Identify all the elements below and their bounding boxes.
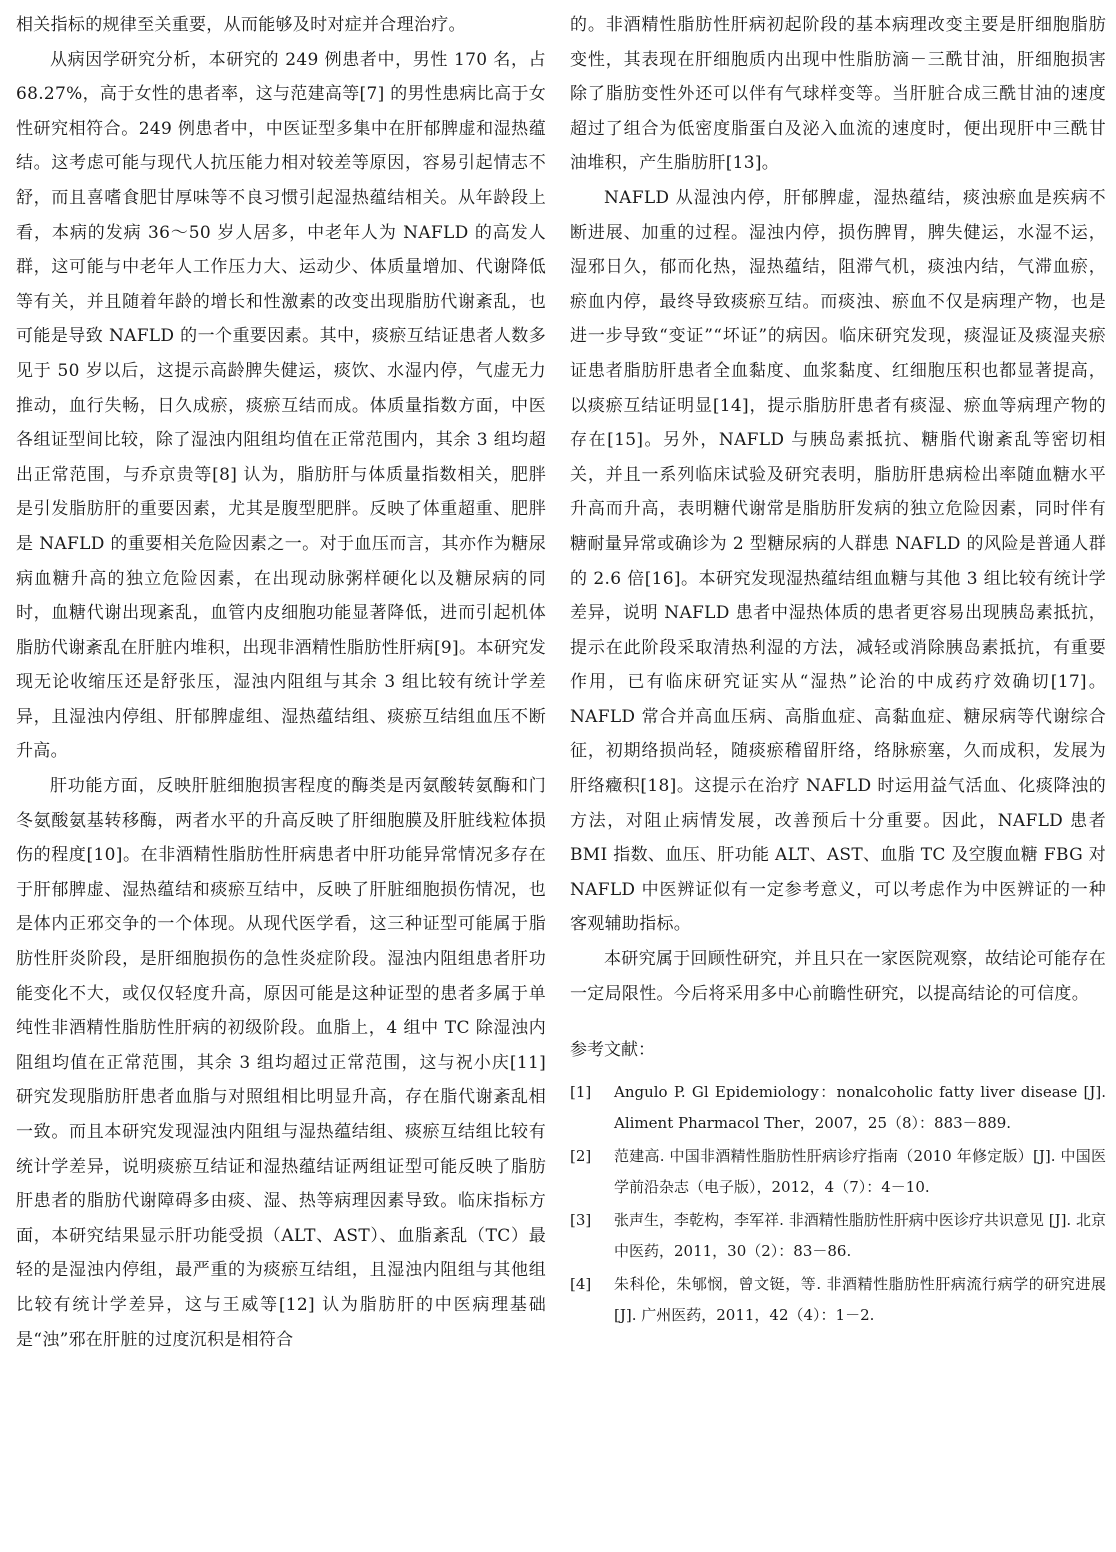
reference-item [570, 1141, 1106, 1203]
reference-text: 朱科伦，朱郇悯，曾文铤，等. 非酒精性脂肪性肝病流行病学的研究进展 [J]. 广州医药，2011，42（4）：1－2. [614, 1275, 1106, 1325]
reference-text: 范建高. 中国非酒精性脂肪性肝病诊疗指南（2010 年修定版）[J]. 中国医学前沿杂志（电子版），2012，4（7）：4－10. [614, 1147, 1106, 1197]
body-paragraph: 从病因学研究分析，本研究的 249 例患者中，男性 170 名，占 68.27%，高于女性的患者率，这与范建高等[7] 的男性患病比高于女性研究相符合。249 例患者中，中医证型多集中在肝郁脾虚和湿热蕴结。这考虑可能与现代人抗压能力相对较差等原因，容易引起情志不舒，而且喜嗜食肥甘厚味等不良习惯引起湿热蕴结相关。从年龄段上看，本病的发病 36～50 岁人居多，中老年人为 NAFLD 的高发人群，这可能与中老年人工作压力大、运动少、体质量增加、代谢降低等有关，并且随着年龄的增长和性激素的改变出现脂肪代谢紊乱，也可能是导致 NAFLD 的一个重要因素。其中，痰瘀互结证患者人数多见于 50 岁以后，这提示高龄脾失健运，痰饮、水湿内停，气虚无力推动，血行失畅，日久成瘀，痰瘀互结而成。体质量指数方面，中医各组证型间比较，除了湿浊内阻组均值在正常范围内，其余 3 组均超出正常范围，与乔京贵等[8] 认为，脂肪肝与体质量指数相关，肥胖是引发脂肪肝的重要因素，尤其是腹型肥胖。反映了体重超重、肥胖是 NAFLD 的重要相关危险因素之一。对于血压而言，其亦作为糖尿病血糖升高的独立危险因素，在出现动脉粥样硬化以及糖尿病的同时，血糖代谢出现紊乱，血管内皮细胞功能显著降低，进而引起机体脂肪代谢紊乱在肝脏内堆积，出现非酒精性脂肪性肝病[9]。本研究发现无论收缩压还是舒张压，湿浊内阻组与其余 3 组比较有统计学差异，且湿浊内停组、肝郁脾虚组、湿热蕴结组、痰瘀互结组血压不断升高。 [16, 49, 546, 762]
reference-item [570, 1205, 1106, 1267]
reference-number: [4] [570, 1275, 592, 1294]
body-paragraph: 的。非酒精性脂肪性肝病初起阶段的基本病理改变主要是肝细胞脂肪变性，其表现在肝细胞质内出现中性脂肪滴－三酰甘油，肝细胞损害除了脂肪变性外还可以伴有气球样变等。当肝脏合成三酰甘油的速度超过了组合为低密度脂蛋白及泌入血流的速度时，便出现肝中三酰甘油堆积，产生脂肪肝[13]。 [570, 15, 1106, 174]
body-paragraph: 本研究属于回顾性研究，并且只在一家医院观察，故结论可能存在一定局限性。今后将采用多中心前瞻性研究，以提高结论的可信度。 [570, 949, 1106, 1004]
body-paragraph: 相关指标的规律至关重要，从而能够及时对症并合理治疗。 [16, 15, 466, 35]
references-heading: 参考文献： [570, 1040, 655, 1061]
reference-text: Angulo P. Gl Epidemiology：nonalcoholic fatty liver disease [J]. Aliment Pharmacol Ther，2007，25（8）：883－889. [614, 1083, 1106, 1133]
reference-number: [3] [570, 1211, 592, 1230]
body-paragraph: 肝功能方面，反映肝脏细胞损害程度的酶类是丙氨酸转氨酶和门冬氨酸氨基转移酶，两者水平的升高反映了肝细胞膜及肝脏线粒体损伤的程度[10]。在非酒精性脂肪性肝病患者中肝功能异常情况多存在于肝郁脾虚、湿热蕴结和痰瘀互结中，反映了肝脏细胞损伤情况，也是体内正邪交争的一个体现。从现代医学看，这三种证型可能属于脂肪性肝炎阶段，是肝细胞损伤的急性炎症阶段。湿浊内阻组患者肝功能变化不大，或仅仅轻度升高，原因可能是这种证型的患者多属于单纯性非酒精性脂肪性肝病的初级阶段。血脂上，4 组中 TC 除湿浊内阻组均值在正常范围，其余 3 组均超过正常范围，这与祝小庆[11] 研究发现脂肪肝患者血脂与对照组相比明显升高，存在脂代谢紊乱相一致。而且本研究发现湿浊内阻组与湿热蕴结组、痰瘀互结组比较有统计学差异，说明痰瘀互结证和湿热蕴结证两组证型可能反映了脂肪肝患者的脂肪代谢障碍多由痰、湿、热等病理因素导致。临床指标方面，本研究结果显示肝功能受损（ALT、AST）、血脂紊乱（TC）最轻的是湿浊内停组，最严重的为痰瘀互结组，且湿浊内阻组与其他组比较有统计学差异，这与王威等[12] 认为脂肪肝的中医病理基础是“浊”邪在肝脏的过度沉积是相符合 [16, 776, 546, 1350]
left-column [16, 8, 546, 1357]
reference-item [570, 1077, 1106, 1139]
reference-item [570, 1269, 1106, 1331]
body-paragraph: NAFLD 从湿浊内停，肝郁脾虚，湿热蕴结，痰浊瘀血是疾病不断进展、加重的过程。湿浊内停，损伤脾胃，脾失健运，水湿不运，湿邪日久，郁而化热，湿热蕴结，阻滞气机，痰浊内结，气滞血瘀，瘀血内停，最终导致痰瘀互结。而痰浊、瘀血不仅是病理产物，也是进一步导致“变证”“坏证”的病因。临床研究发现，痰湿证及痰湿夹瘀证患者脂肪肝患者全血黏度、血浆黏度、红细胞压积也都显著提高，以痰瘀互结证明显[14]，提示脂肪肝患者有痰湿、瘀血等病理产物的存在[15]。另外，NAFLD 与胰岛素抵抗、糖脂代谢紊乱等密切相关，并且一系列临床试验及研究表明，脂肪肝患病检出率随血糖水平升高而升高，表明糖代谢常是脂肪肝发病的独立危险因素，同时伴有糖耐量异常或确诊为 2 型糖尿病的人群患 NAFLD 的风险是普通人群的 2.6 倍[16]。本研究发现湿热蕴结组血糖与其他 3 组比较有统计学差异，说明 NAFLD 患者中湿热体质的患者更容易出现胰岛素抵抗，提示在此阶段采取清热利湿的方法，减轻或消除胰岛素抵抗，有重要作用，已有临床研究证实从“湿热”论治的中成药疗效确切[17]。NAFLD 常合并高血压病、高脂血症、高黏血症、糖尿病等代谢综合征，初期络损尚轻，随痰瘀稽留肝络，络脉瘀塞，久而成积，发展为肝络癥积[18]。这提示在治疗 NAFLD 时运用益气活血、化痰降浊的方法，对阻止病情发展，改善预后十分重要。因此，NAFLD 患者 BMI 指数、血压、肝功能 ALT、AST、血脂 TC 及空腹血糖 FBG 对 NAFLD 中医辨证似有一定参考意义，可以考虑作为中医辨证的一种客观辅助指标。 [570, 187, 1106, 935]
reference-number: [2] [570, 1147, 592, 1166]
reference-text: 张声生，李乾构，李军祥. 非酒精性脂肪性肝病中医诊疗共识意见 [J]. 北京中医药，2011，30（2）：83－86. [614, 1211, 1106, 1261]
right-column [570, 8, 1106, 1333]
reference-number: [1] [570, 1083, 592, 1102]
